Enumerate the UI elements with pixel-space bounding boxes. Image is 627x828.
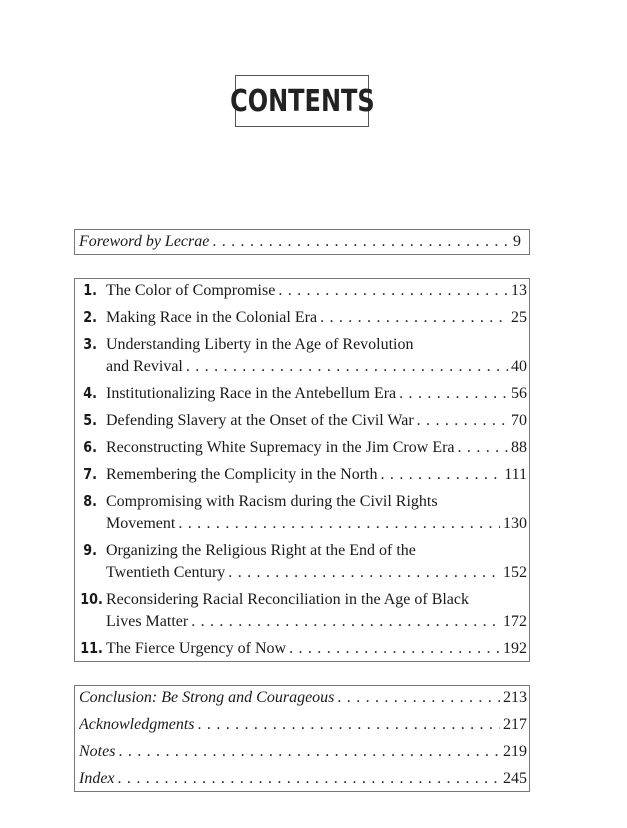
entry-label: Remembering the Complicity in the North: [106, 466, 378, 483]
entry-page: 192: [503, 640, 527, 657]
dot-leader: [191, 611, 500, 633]
chapter-number: 6.: [83, 438, 97, 456]
entry-label: Reconsidering Racial Reconciliation in the Age of Black: [106, 591, 470, 608]
contents-title-box: [229, 75, 375, 127]
toc-entry-chapter-4[interactable]: [106, 383, 527, 405]
toc-entry-chapter-10[interactable]: [106, 611, 527, 633]
dot-leader: [381, 464, 502, 486]
toc-entry-notes[interactable]: [79, 741, 527, 763]
entry-page: 213: [503, 689, 527, 706]
toc-entry-conclusion[interactable]: [79, 687, 527, 709]
toc-entry-chapter-7[interactable]: [106, 464, 527, 486]
entry-page: 25: [511, 309, 527, 326]
entry-label: Acknowledgments: [79, 716, 195, 733]
chapter-number: 2.: [83, 308, 97, 326]
chapter-number: 7.: [83, 465, 97, 483]
dot-leader: [320, 307, 508, 329]
entry-page: 111: [504, 466, 527, 483]
entry-page: 130: [503, 515, 527, 532]
entry-page: 219: [503, 743, 527, 760]
dot-leader: [118, 768, 500, 790]
chapters-box: [74, 278, 530, 662]
entry-label-cont: Movement: [106, 515, 176, 532]
dot-leader: [178, 513, 500, 535]
entry-label: The Color of Compromise: [106, 282, 276, 299]
entry-page: 152: [503, 564, 527, 581]
toc-entry-chapter-1[interactable]: [106, 280, 527, 302]
entry-label: Conclusion: Be Strong and Courageous: [79, 689, 335, 706]
dot-leader: [186, 356, 508, 378]
chapter-number: 4.: [83, 384, 97, 402]
entry-label: Making Race in the Colonial Era: [106, 309, 318, 326]
entry-label-cont: Twentieth Century: [106, 564, 226, 581]
dot-leader: [458, 437, 508, 459]
toc-entry-chapter-6[interactable]: [106, 437, 527, 459]
entry-label: Institutionalizing Race in the Antebellum Era: [106, 385, 397, 402]
dot-leader: [337, 687, 500, 709]
dot-leader: [228, 562, 500, 584]
entry-page: 217: [503, 716, 527, 733]
entry-page: 56: [511, 385, 527, 402]
entry-page: 172: [503, 613, 527, 630]
chapter-number: 8.: [83, 492, 97, 510]
entry-label-cont: and Revival: [106, 358, 183, 375]
entry-label: Foreword by Lecrae: [79, 233, 210, 250]
entry-label: Index: [79, 770, 115, 787]
entry-page: 13: [511, 282, 527, 299]
entry-label-cont: Lives Matter: [106, 613, 189, 630]
entry-page: 245: [503, 770, 527, 787]
chapter-number: 1.: [83, 281, 97, 299]
dot-leader: [118, 741, 500, 763]
chapter-number: 5.: [83, 411, 97, 429]
entry-page: 88: [511, 439, 527, 456]
entry-label: Understanding Liberty in the Age of Revolution: [106, 336, 414, 353]
entry-label: Defending Slavery at the Onset of the Civil War: [106, 412, 414, 429]
dot-leader: [289, 638, 500, 660]
page-title: CONTENTS: [229, 83, 375, 119]
entry-page: 40: [511, 358, 527, 375]
entry-page: 70: [511, 412, 527, 429]
dot-leader: [278, 280, 508, 302]
entry-label: The Fierce Urgency of Now: [106, 640, 287, 657]
entry-label: Organizing the Religious Right at the End of the: [106, 542, 416, 559]
backmatter-box: [74, 685, 530, 792]
foreword-box: [74, 229, 530, 255]
chapter-number: 11.: [80, 639, 103, 657]
toc-entry-chapter-5[interactable]: [106, 410, 527, 432]
toc-entry-chapter-2[interactable]: [106, 307, 527, 329]
dot-leader: [212, 231, 510, 253]
chapter-number: 9.: [83, 541, 97, 559]
toc-entry-chapter-10-line-1[interactable]: [106, 589, 527, 611]
toc-entry-chapter-11[interactable]: [106, 638, 527, 660]
toc-entry-index[interactable]: [79, 768, 527, 790]
dot-leader: [399, 383, 508, 405]
dot-leader: [417, 410, 508, 432]
toc-entry-chapter-3[interactable]: [106, 356, 527, 378]
toc-entry-chapter-9-line-1[interactable]: [106, 540, 527, 562]
entry-label: Reconstructing White Supremacy in the Jim Crow Era: [106, 439, 455, 456]
entry-label: Notes: [79, 743, 116, 760]
toc-entry-chapter-8[interactable]: [106, 513, 527, 535]
toc-entry-foreword[interactable]: [79, 231, 521, 253]
toc-entry-chapter-8-line-1[interactable]: [106, 491, 527, 513]
dot-leader: [198, 714, 500, 736]
toc-entry-acknowledgments[interactable]: [79, 714, 527, 736]
chapter-number: 10.: [80, 590, 103, 608]
toc-entry-chapter-9[interactable]: [106, 562, 527, 584]
entry-label: Compromising with Racism during the Civil Rights: [106, 493, 438, 510]
chapter-number: 3.: [83, 335, 97, 353]
toc-entry-chapter-3-line-1[interactable]: [106, 334, 527, 356]
entry-page: 9: [513, 233, 521, 250]
